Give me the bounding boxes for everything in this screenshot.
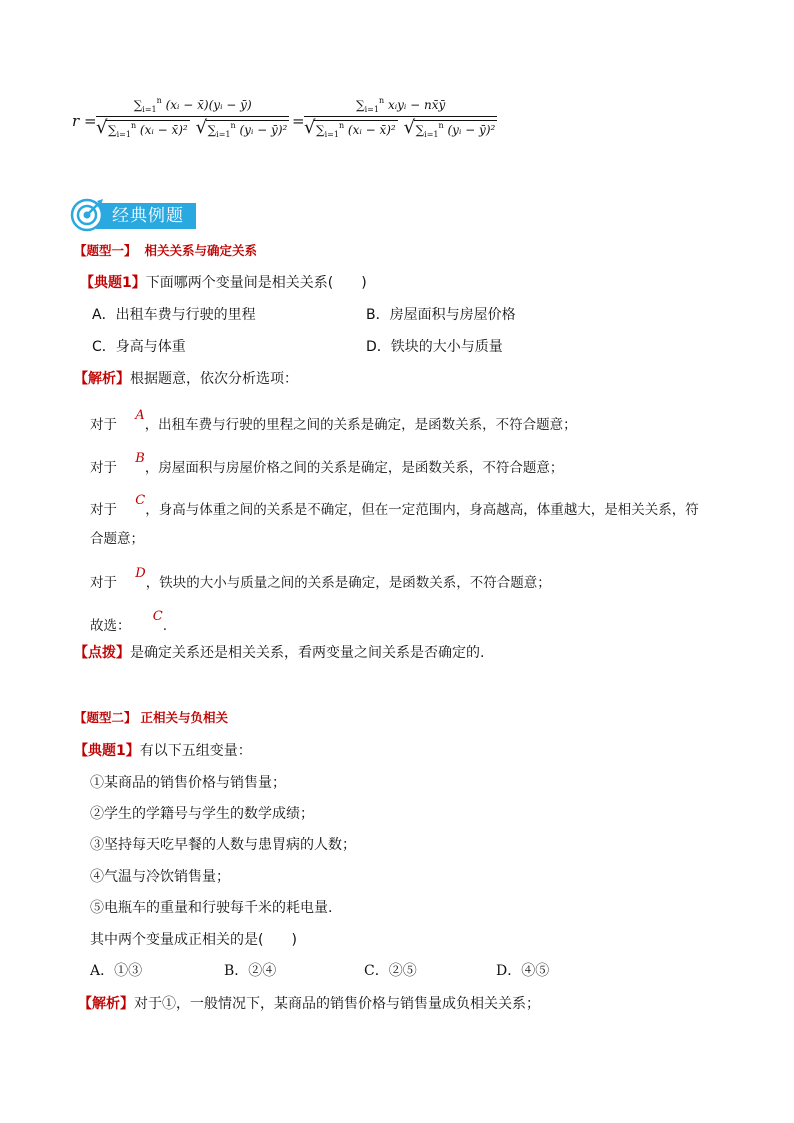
list-item: ⑤电瓶车的重量和行驶每千米的耗电量. [90, 900, 333, 916]
analysis-line-c-cont: 合题意； [90, 531, 144, 547]
option-c: C．身高与体重 [92, 339, 186, 355]
list-item: ④气温与冷饮销售量； [90, 869, 230, 885]
formula-denominator-2: √ $\sum_{i=1}^n$ (xᵢ − x̄)² √ $\sum_{i=1}^n$ (yᵢ − ȳ)² [304, 117, 497, 139]
formula-numerator-2: $\sum_{i=1}^n$ xᵢyᵢ − nx̄ȳ [304, 96, 497, 117]
list-item: ①某商品的销售价格与销售量； [90, 775, 286, 791]
list-item: ②学生的学籍号与学生的数学成绩； [90, 806, 314, 822]
analysis-line-c: 对于 C，身高与体重之间的关系是不确定，但在一定范围内，身高越高，体重越大，是相关关系，符 [90, 493, 699, 518]
type2-header: 【题型二】 正相关与负相关 [74, 710, 229, 725]
analysis-line-d: 对于 D，铁块的大小与质量之间的关系是确定，是函数关系，不符合题意； [90, 566, 551, 591]
type2-ask: 其中两个变量成正相关的是( ) [90, 932, 297, 948]
type1-analysis: 【解析】根据题意，依次分析选项： [74, 371, 298, 387]
type2-analysis: 【解析】对于①，一般情况下，某商品的销售价格与销售量成负相关关系； [78, 996, 540, 1012]
question-text: 有以下五组变量： [139, 743, 252, 759]
option-d: D．铁块的大小与质量 [366, 339, 503, 355]
type2-question [74, 740, 252, 760]
option-a: A．①③ [90, 963, 143, 979]
formula-numerator-1: $\sum_{i=1}^n$ (xᵢ − x̄)(yᵢ − ȳ) [96, 96, 289, 117]
example-tag: 【典题1】 [74, 743, 140, 759]
question-text: 下面哪两个变量间是相关关系( ) [145, 275, 367, 291]
formula-equals: = [292, 112, 305, 130]
formula-denominator-1: √ $\sum_{i=1}^n$ (xᵢ − x̄)² √ $\sum_{i=1}^n$ (yᵢ − ȳ)² [96, 117, 289, 139]
formula-fraction-1 [96, 96, 289, 139]
answer-line: 故选： C. [90, 609, 168, 634]
analysis-line-b: 对于 B，房屋面积与房屋价格之间的关系是确定，是函数关系，不符合题意； [90, 451, 564, 476]
formula-lhs: r = [72, 112, 97, 130]
correlation-formula [72, 96, 496, 160]
option-b: B．②④ [224, 963, 277, 979]
type1-question [80, 272, 367, 292]
type1-header: 【题型一】 相关关系与确定关系 [74, 243, 258, 258]
option-a: A．出租车费与行驶的里程 [92, 307, 256, 323]
formula-fraction-2 [304, 96, 497, 139]
option-b: B．房屋面积与房屋价格 [366, 307, 516, 323]
list-item: ③坚持每天吃早餐的人数与患胃病的人数； [90, 837, 356, 853]
example-tag: 【典题1】 [80, 275, 146, 291]
banner-title: 经典例题 [112, 206, 184, 226]
option-d: D．④⑤ [496, 963, 550, 979]
analysis-line-a: 对于 A，出租车费与行驶的里程之间的关系是确定，是函数关系，不符合题意； [90, 408, 577, 433]
option-c: C．②⑤ [364, 963, 417, 979]
type1-tip: 【点拨】是确定关系还是相关关系，看两变量之间关系是否确定的. [74, 645, 485, 661]
section-banner [96, 203, 196, 229]
target-arrow-icon [70, 198, 104, 232]
